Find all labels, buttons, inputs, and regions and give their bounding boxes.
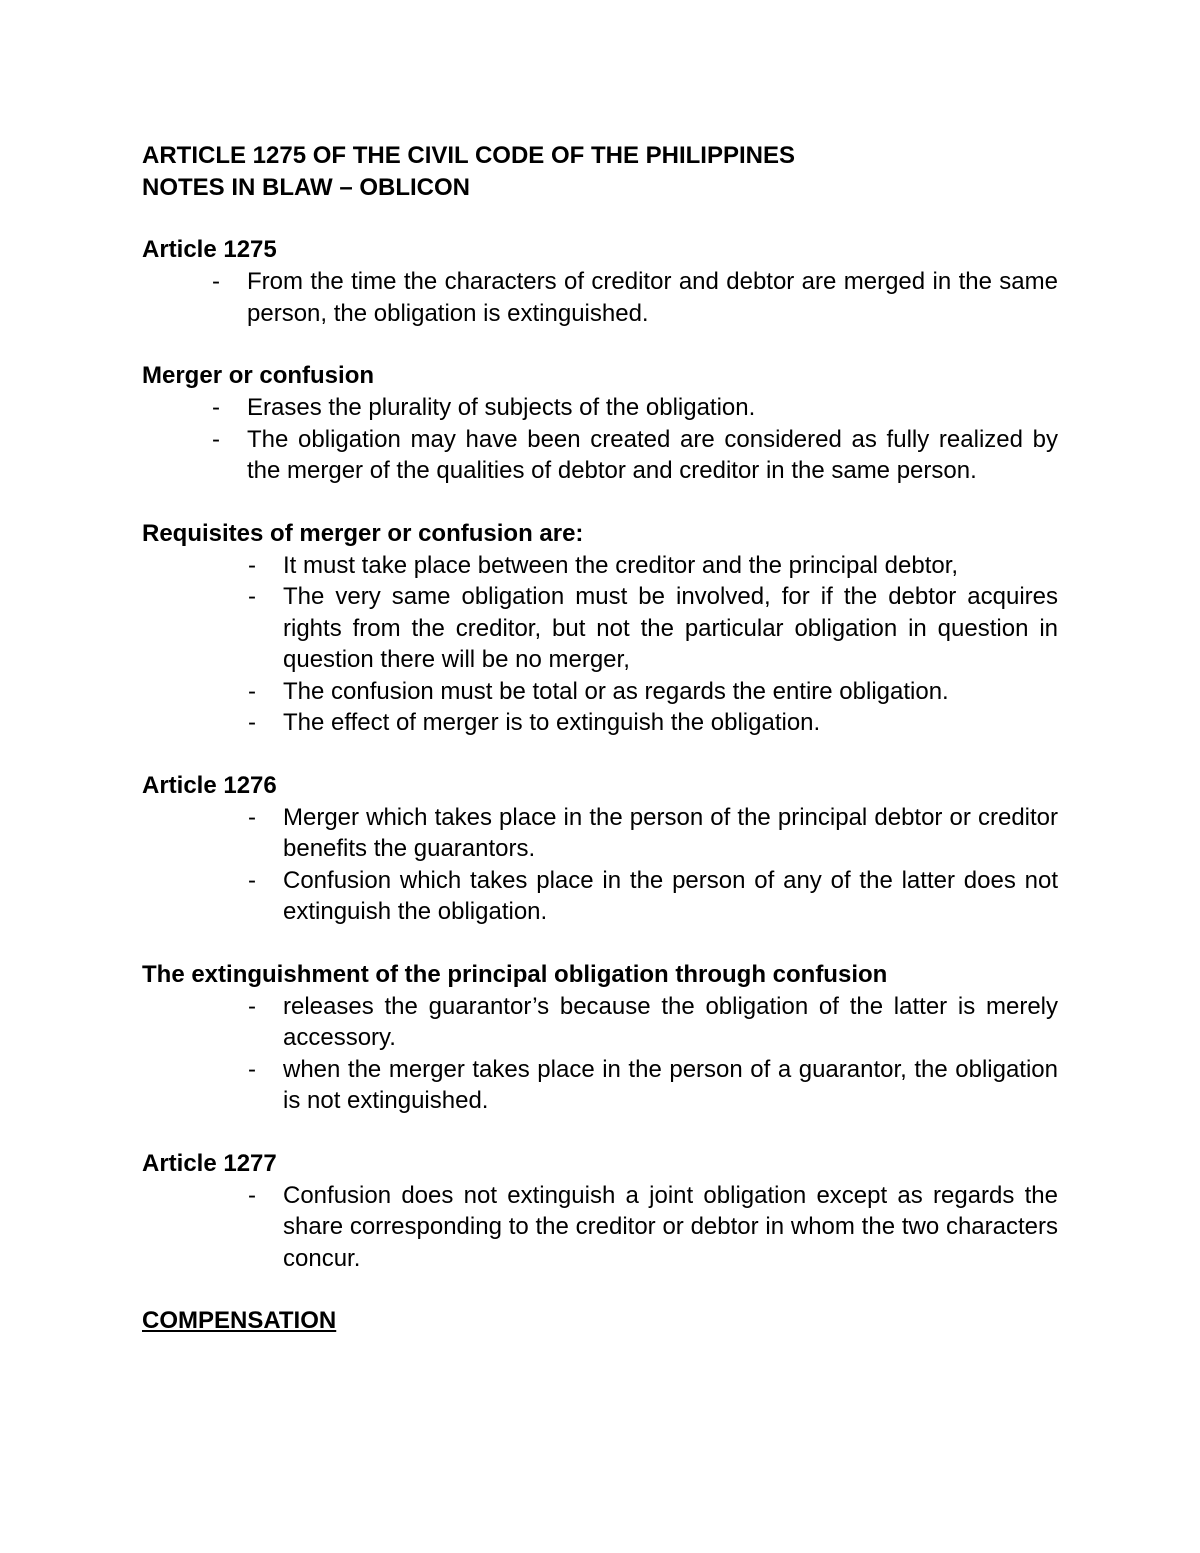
section-compensation <box>142 1305 1058 1337</box>
list-item-text: Erases the plurality of subjects of the obligation. <box>247 394 756 421</box>
list-item-text: The effect of merger is to extinguish the obligation. <box>283 709 821 736</box>
list-item-text: Confusion which takes place in the person of any of the latter does not extinguish the obligation. <box>283 866 1058 925</box>
list-item-text: It must take place between the creditor and the principal debtor, <box>283 551 959 579</box>
section-heading: Article 1277 <box>142 1149 277 1177</box>
list-item <box>142 991 1058 1054</box>
section-heading: Article 1276 <box>142 771 277 799</box>
section-heading: Requisites of merger or confusion are: <box>142 519 584 547</box>
list-item <box>142 581 1058 676</box>
bullet-dash: - <box>248 866 256 894</box>
section-heading: Merger or confusion <box>142 362 375 389</box>
bullet-dash: - <box>212 394 220 421</box>
list-item <box>142 424 1058 487</box>
bullet-dash: - <box>248 709 256 736</box>
bullet-dash: - <box>248 677 256 705</box>
list-item-text: The obligation may have been created are considered as fully realized by the merger of the qualities of debtor and creditor in the same person. <box>247 425 1058 484</box>
list-item-text: The very same obligation must be involved, for if the debtor acquires rights from the creditor, but not the particular obligation in question in question there will be no merger, <box>283 583 1058 673</box>
section-article-1277 <box>142 1148 1058 1275</box>
list-item-text: when the merger takes place in the person of a guarantor, the obligation is not extinguished. <box>283 1055 1058 1114</box>
section-requisites <box>142 518 1058 739</box>
list-item <box>142 865 1058 928</box>
section-heading: The extinguishment of the principal obligation through confusion <box>142 960 888 988</box>
section-heading: COMPENSATION <box>142 1307 337 1334</box>
bullet-dash: - <box>248 1181 256 1209</box>
list-item-text: Confusion does not extinguish a joint obligation except as regards the share corresponding to the creditor or debtor in whom the two characters concur. <box>283 1181 1058 1272</box>
bullet-list <box>142 802 1058 928</box>
bullet-list <box>142 991 1058 1117</box>
list-item <box>142 707 1058 739</box>
bullet-dash: - <box>248 551 256 579</box>
document-subtitle: NOTES IN BLAW – OBLICON <box>142 173 471 201</box>
document-title: ARTICLE 1275 OF THE CIVIL CODE OF THE PHILIPPINES <box>142 142 795 169</box>
list-item <box>142 266 1058 329</box>
section-merger-or-confusion <box>142 360 1058 487</box>
list-item <box>142 550 1058 582</box>
bullet-list <box>142 266 1058 329</box>
section-article-1275 <box>142 234 1058 329</box>
document-page <box>142 140 1058 1337</box>
bullet-dash: - <box>248 992 256 1020</box>
list-item <box>142 1180 1058 1275</box>
section-article-1276 <box>142 770 1058 928</box>
bullet-list <box>142 1180 1058 1275</box>
list-item <box>142 802 1058 865</box>
bullet-dash: - <box>248 583 256 610</box>
bullet-dash: - <box>212 425 220 453</box>
list-item <box>142 392 1058 424</box>
list-item-text: The confusion must be total or as regards the entire obligation. <box>283 677 949 705</box>
bullet-list <box>142 550 1058 739</box>
section-heading: Article 1275 <box>142 236 277 263</box>
list-item-text: releases the guarantor’s because the obligation of the latter is merely accessory. <box>283 992 1058 1051</box>
section-extinguishment <box>142 959 1058 1117</box>
bullet-list <box>142 392 1058 487</box>
list-item <box>142 1054 1058 1117</box>
bullet-dash: - <box>212 268 220 295</box>
bullet-dash: - <box>248 1055 256 1083</box>
list-item-text: From the time the characters of creditor and debtor are merged in the same person, the obligation is extinguished. <box>247 268 1058 327</box>
list-item-text: Merger which takes place in the person of the principal debtor or creditor benefits the guarantors. <box>283 803 1058 862</box>
bullet-dash: - <box>248 803 256 831</box>
list-item <box>142 676 1058 708</box>
